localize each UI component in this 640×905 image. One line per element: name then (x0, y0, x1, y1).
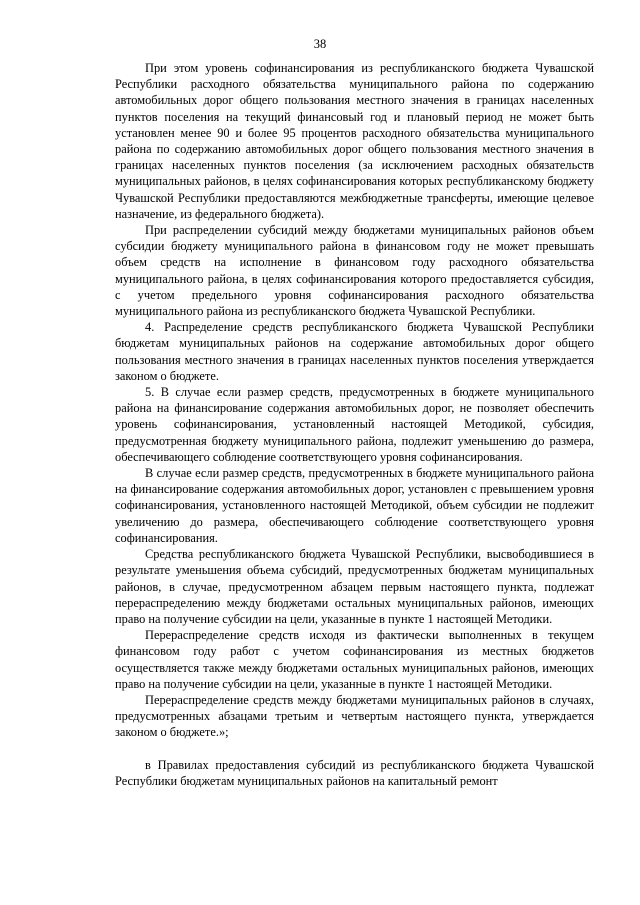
paragraph-redistribution-law: Перераспределение средств между бюджетами муниципальных районов в случаях, предусмотренных абзацами третьим и четвертым настоящего пункта, утверждается законом о бюджете.»; (115, 692, 594, 740)
paragraph-excess-cofinancing: В случае если размер средств, предусмотренных в бюджете муниципального района на финансирование содержания автомобильных дорог, установлен с превышением уровня софинансирования, установленного настоящей Методикой, объем субсидии не подлежит увеличению до размера, обеспечивающего соблюдение соответствующего уровня софинансирования. (115, 466, 594, 545)
paragraph-redistribution-actual-work: Перераспределение средств исходя из фактически выполненных в текущем финансовом году работ с учетом софинансирования из местных бюджетов осуществляется также между бюджетами остальных муниципальных районов, имеющих право на получение субсидии на цели, указанные в пункте 1 настоящей Методики. (115, 628, 594, 691)
document-body (115, 60, 594, 789)
paragraph-item-4: 4. Распределение средств республиканского бюджета Чувашской Республики бюджетам муниципальных районов на содержание автомобильных дорог общего пользования местного значения в границах населенных пунктов поселения утверждается законом о бюджете. (115, 320, 594, 383)
paragraph-subsidy-distribution: При распределении субсидий между бюджетами муниципальных районов объем субсидии бюджету муниципального района в финансовом году не может превышать объем средств на исполнение в финансовом году расходного обязательства муниципального района, в целях софинансирования которого предоставляется субсидия, с учетом предельного уровня софинансирования расходного обязательства муниципального района из республиканского бюджета Чувашской Республики. (115, 223, 594, 319)
paragraph-rules-capital-repair: в Правилах предоставления субсидий из республиканского бюджета Чувашской Республики бюджетам муниципальных районов на капитальный ремонт (115, 757, 594, 788)
paragraph-cofinancing-level: При этом уровень софинансирования из республиканского бюджета Чувашской Республики расходного обязательства муниципального района по содержанию автомобильных дорог общего пользования местного значения в границах населенных пунктов поселения на текущий финансовый год и плановый период не может быть установлен менее 90 и более 95 процентов расходного обязательства муниципального района по содержанию автомобильных дорог общего пользования местного значения в границах населенных пунктов поселения (за исключением расходных обязательств муниципальных районов, в целях софинансирования которых республиканскому бюджету Чувашской Республики предоставляются межбюджетные трансферты, имеющие целевое назначение, из федерального бюджета). (115, 61, 594, 221)
paragraph-released-funds: Средства республиканского бюджета Чувашской Республики, высвободившиеся в результате уменьшения объема субсидий, предусмотренных бюджетам муниципальных районов, в случае, предусмотренном абзацем первым настоящего пункта, подлежат перераспределению между бюджетами остальных муниципальных районов, имеющих право на получение субсидии на цели, указанные в пункте 1 настоящей Методики. (115, 547, 594, 626)
page-number: 38 (313, 37, 327, 51)
paragraph-item-5: 5. В случае если размер средств, предусмотренных в бюджете муниципального района на финансирование содержания автомобильных дорог, не позволяет обеспечить уровень софинансирования, установленный настоящей Методикой, субсидия, предусмотренная бюджету муниципального района, подлежит уменьшению до размера, обеспечивающего соблюдение соответствующего уровня софинансирования. (115, 385, 594, 464)
